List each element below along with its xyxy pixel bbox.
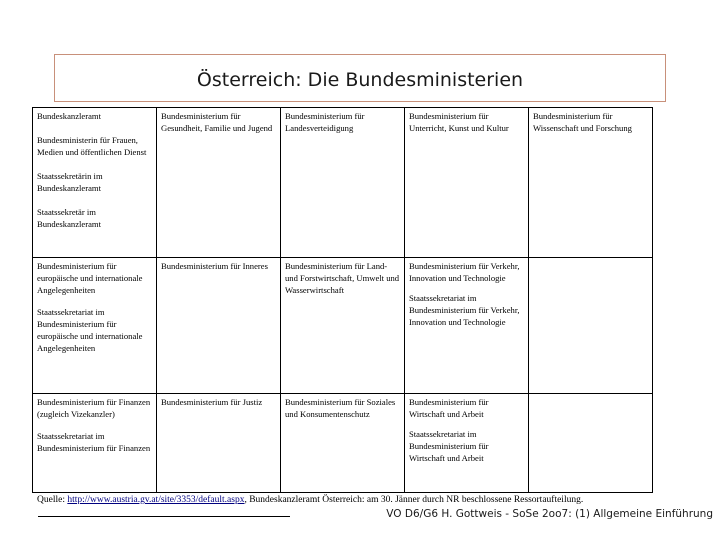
- table-row: [33, 258, 653, 394]
- ministry-name: Bundesministerium für Justiz: [161, 397, 263, 407]
- table-cell: [281, 258, 405, 394]
- source-suffix: , Bundeskanzleramt Österreich: am 30. Jänner durch NR beschlossene Ressortaufteilung.: [244, 495, 584, 505]
- table-cell: [281, 394, 405, 493]
- sub-office: Staatssekretariat im Bundesministerium für Wirtschaft und Arbeit: [409, 429, 489, 463]
- slide-title: Österreich: Die Bundesministerien: [196, 69, 524, 91]
- ministry-name: Bundesministerium für Finanzen (zugleich Vizekanzler): [37, 397, 151, 419]
- sub-office: Staatssekretär im Bundeskanzleramt: [37, 207, 101, 229]
- ministry-name: Bundesministerium für Verkehr, Innovation und Technologie: [409, 261, 520, 283]
- ministry-name: Bundesministerium für europäische und internationale Angelegenheiten: [37, 261, 143, 295]
- ministry-name: Bundeskanzleramt: [37, 111, 101, 121]
- sub-office: Staatssekretariat im Bundesministerium für Verkehr, Innovation und Technologie: [409, 293, 520, 327]
- table-cell: [33, 258, 157, 394]
- ministry-name: Bundesministerium für Landesverteidigung: [285, 111, 365, 133]
- sub-office: Staatssekretariat im Bundesministerium für europäische und internationale Angelegenheiten: [37, 307, 143, 353]
- sub-office: Staatssekretärin im Bundeskanzleramt: [37, 171, 103, 193]
- table-cell-empty: [529, 258, 653, 394]
- table-cell: [405, 394, 529, 493]
- ministry-name: Bundesministerium für Wissenschaft und Forschung: [533, 111, 632, 133]
- table-row: [33, 394, 653, 493]
- sub-office: Bundesministerin für Frauen, Medien und öffentlichen Dienst: [37, 135, 147, 157]
- ministries-table: [32, 107, 653, 493]
- source-note: [37, 494, 717, 506]
- sub-office: Staatssekretariat im Bundesministerium für Finanzen: [37, 431, 151, 453]
- footer-divider: [38, 516, 290, 517]
- ministry-name: Bundesministerium für Soziales und Konsumentenschutz: [285, 397, 396, 419]
- title-box: [54, 54, 666, 102]
- table-cell: [405, 258, 529, 394]
- table-cell: [281, 108, 405, 258]
- table-row: [33, 108, 653, 258]
- table-cell-empty: [529, 394, 653, 493]
- footer-text: VO D6/G6 H. Gottweis - SoSe 2oo7: (1) Allgemeine Einführung: [386, 508, 713, 520]
- source-link[interactable]: http://www.austria.gv.at/site/3353/default.aspx: [67, 495, 245, 505]
- table-cell: [157, 394, 281, 493]
- ministry-name: Bundesministerium für Unterricht, Kunst und Kultur: [409, 111, 509, 133]
- ministry-name: Bundesministerium für Wirtschaft und Arbeit: [409, 397, 489, 419]
- table-cell: [157, 108, 281, 258]
- table-cell: [33, 394, 157, 493]
- table-cell: [157, 258, 281, 394]
- table-cell: [33, 108, 157, 258]
- ministry-name: Bundesministerium für Land- und Forstwirtschaft, Umwelt und Wasserwirtschaft: [285, 261, 400, 295]
- ministry-name: Bundesministerium für Gesundheit, Familie und Jugend: [161, 111, 273, 133]
- ministry-name: Bundesministerium für Inneres: [161, 261, 268, 271]
- table-cell: [405, 108, 529, 258]
- table-cell: [529, 108, 653, 258]
- source-prefix: Quelle:: [37, 495, 68, 505]
